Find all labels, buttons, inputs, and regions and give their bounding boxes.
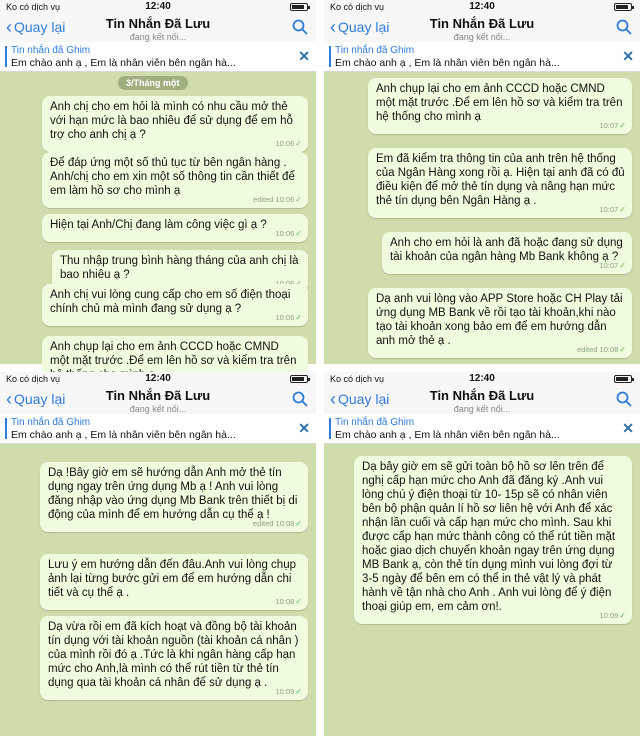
close-icon[interactable]: ✕	[622, 420, 634, 436]
message-time: 10:07✓	[599, 205, 626, 214]
pinned-accent	[329, 418, 331, 439]
search-icon[interactable]	[292, 19, 308, 35]
message-bubble[interactable]	[42, 152, 308, 208]
carrier-label: Ko có dịch vụ	[6, 374, 61, 384]
connection-status: đang kết nối...	[453, 32, 511, 42]
message-time: 10:06✓	[275, 313, 302, 322]
carrier-label: Ko có dịch vụ	[330, 374, 385, 384]
battery-icon	[614, 3, 632, 11]
clock: 12:40	[469, 1, 495, 12]
chevron-left-icon: ‹	[330, 389, 336, 409]
message-text: Anh chị vui lòng cung cấp cho em số điện thoại chính chủ mà mình đang sử dụng ạ ?	[50, 289, 294, 315]
clock: 12:40	[469, 373, 495, 384]
pinned-label: Tin nhắn đã Ghim	[11, 45, 91, 56]
message-time: edited 10:08✓	[253, 519, 302, 528]
chat-header	[324, 386, 640, 414]
back-label: Quay lại	[14, 19, 66, 35]
connection-status: đang kết nối...	[453, 404, 511, 414]
message-text: Dạ bây giờ em sẽ gửi toàn bộ hồ sơ lên trên để nghị cấp hạn mức cho Anh đã đăng ký .Anh vui lòng chú ý điện thoại từ 10- 15p sẽ có nhân viên bên bộ phận quản lí hồ sơ liên hệ với Anh để xác nhận lần cuối và cấp hạn mức cho mình. Sau khi được cấp hạn mức thành công có thể rút tiền mặt hoặc giao dịch chuyển khoản ngay trên ứng dụng MB Bank ạ, còn thẻ tín dụng mình vui lòng đợi từ 3-5 ngày để bên em có thể in thẻ vật lý và phát hành về tận nhà cho Anh . Anh vui lòng để ý điện thoại giúp em, em cảm ơn!.	[362, 461, 619, 613]
message-time: 10:09✓	[599, 611, 626, 620]
title-block	[0, 388, 316, 414]
pinned-message-bar[interactable]	[0, 414, 316, 444]
check-icon: ✓	[295, 139, 302, 148]
message-list	[324, 444, 640, 736]
message-text: Dạ !Bây giờ em sẽ hướng dẫn Anh mở thẻ tín dụng ngay trên ứng dụng Mb ạ ! Anh vui lòng đăng nhập vào ứng dụng Mb Bank trên thiết bị di động của mình để em hướng dẫn cụ thể ạ !	[48, 467, 301, 521]
back-label: Quay lại	[338, 19, 390, 35]
message-text: Hiện tại Anh/Chị đang làm công việc gì ạ ?	[50, 219, 267, 231]
back-label: Quay lại	[14, 391, 66, 407]
chat-screen-1	[0, 0, 316, 367]
title-block	[324, 16, 640, 42]
pinned-message-bar[interactable]	[0, 42, 316, 72]
message-bubble[interactable]	[354, 456, 632, 624]
date-pill: 3/Tháng một	[118, 76, 188, 90]
message-text: Dạ vừa rồi em đã kích hoạt và đồng bộ tài khoản tín dụng với tài khoản nguồn (tài khoản cá nhân ) của mình rồi đó ạ .Tức là khi ngân hàng cấp hạn mức cho Anh,là mình có thể rút tiền từ thẻ tín dụng qua tài khoản cá nhân để sử dụng ạ .	[48, 621, 302, 689]
message-bubble[interactable]	[40, 616, 308, 700]
chat-title: Tin Nhắn Đã Lưu	[429, 16, 535, 31]
close-icon[interactable]: ✕	[622, 48, 634, 64]
status-bar	[324, 372, 640, 386]
check-icon: ✓	[619, 205, 626, 214]
back-label: Quay lại	[338, 391, 390, 407]
message-list	[0, 444, 316, 736]
message-text: Anh chụp lại cho em ảnh CCCD hoặc CMND một mặt trước .Để em lên hồ sơ và kiểm tra trên hệ thống cho mình ạ	[376, 83, 626, 123]
connection-status: đang kết nối...	[129, 32, 187, 42]
message-text: Anh chị cho em hỏi là mình có nhu cầu mở thẻ với hạn mức là bao nhiêu để sử dụng để em hỗ trợ cho anh chị ạ ?	[50, 101, 297, 141]
status-bar	[0, 372, 316, 386]
pinned-message-bar[interactable]	[324, 42, 640, 72]
chevron-left-icon: ‹	[6, 17, 12, 37]
message-text: Thu nhập trung bình hàng tháng của anh chị là bao nhiêu ạ ?	[60, 255, 302, 281]
pinned-text: Em chào anh ạ , Em là nhân viên bên ngân hà...	[335, 57, 560, 69]
title-block	[324, 388, 640, 414]
search-icon[interactable]	[616, 19, 632, 35]
message-time: 10:07✓	[599, 261, 626, 270]
check-icon: ✓	[295, 597, 302, 606]
message-text: Lưu ý em hướng dẫn đến đâu.Anh vui lòng chụp ảnh lại từng bước gửi em để em hướng dẫn chi tiết và cụ thể ạ .	[48, 559, 300, 599]
check-icon: ✓	[295, 229, 302, 238]
message-bubble[interactable]	[42, 284, 308, 326]
pinned-label: Tin nhắn đã Ghim	[335, 45, 415, 56]
chat-screen-4	[324, 372, 640, 736]
clock: 12:40	[145, 373, 171, 384]
message-time: 10:09✓	[275, 687, 302, 696]
message-list	[324, 72, 640, 364]
message-bubble[interactable]	[42, 214, 308, 242]
pinned-text: Em chào anh ạ , Em là nhân viên bên ngân hà...	[335, 429, 560, 441]
check-icon: ✓	[619, 611, 626, 620]
close-icon[interactable]: ✕	[298, 420, 310, 436]
pinned-accent	[5, 418, 7, 439]
check-icon: ✓	[295, 519, 302, 528]
chat-header	[0, 386, 316, 414]
title-block	[0, 16, 316, 42]
search-icon[interactable]	[292, 391, 308, 407]
pinned-label: Tin nhắn đã Ghim	[11, 417, 91, 428]
message-time: 10:08✓	[275, 597, 302, 606]
battery-icon	[290, 3, 308, 11]
message-text: Dạ anh vui lòng vào APP Store hoặc CH Play tải ứng dụng MB Bank về rồi tạo tài khoản,khi nào tạo tài khoản xong bảo em để em hướng dẫn anh mở thẻ ạ .	[376, 293, 626, 347]
message-bubble[interactable]	[368, 148, 632, 218]
status-bar	[324, 0, 640, 14]
chat-title: Tin Nhắn Đã Lưu	[105, 388, 211, 403]
pinned-text: Em chào anh ạ , Em là nhân viên bên ngân hà...	[11, 429, 236, 441]
pinned-accent	[329, 46, 331, 67]
pinned-label: Tin nhắn đã Ghim	[335, 417, 415, 428]
chat-screen-3	[0, 372, 316, 736]
chat-title: Tin Nhắn Đã Lưu	[105, 16, 211, 31]
message-bubble[interactable]	[40, 462, 308, 532]
chat-header	[324, 14, 640, 42]
chat-screen-2	[324, 0, 640, 364]
status-bar	[0, 0, 316, 14]
pinned-text: Em chào anh ạ , Em là nhân viên bên ngân hà...	[11, 57, 236, 69]
message-list	[0, 72, 316, 367]
message-bubble[interactable]	[40, 554, 308, 610]
message-time: edited 10:06✓	[253, 195, 302, 204]
battery-icon	[290, 375, 308, 383]
message-text: Để đáp ứng một số thủ tục từ bên ngân hàng . Anh/chị cho em xin một số thông tin cần thiết để em làm hồ sơ cho mình ạ	[50, 157, 299, 197]
check-icon: ✓	[295, 195, 302, 204]
message-text: Em đã kiểm tra thông tin của anh trên hệ thống của Ngân Hàng xong rồi ạ. Hiện tại anh đã có đủ điều kiện để mở thẻ tín dụng và nâng hạn mức thẻ tín dụng bên Ngân Hàng ạ .	[376, 153, 628, 207]
message-time: 10:06✓	[275, 139, 302, 148]
message-bubble[interactable]	[42, 96, 308, 152]
message-bubble[interactable]	[368, 78, 632, 134]
pinned-message-bar[interactable]	[324, 414, 640, 444]
check-icon: ✓	[619, 261, 626, 270]
message-bubble[interactable]	[382, 232, 632, 274]
check-icon: ✓	[619, 121, 626, 130]
close-icon[interactable]: ✕	[298, 48, 310, 64]
chat-header	[0, 14, 316, 42]
connection-status: đang kết nối...	[129, 404, 187, 414]
battery-icon	[614, 375, 632, 383]
message-text: Anh chụp lại cho em ảnh CCCD hoặc CMND một mặt trước .Để em lên hồ sơ và kiểm tra trên	[50, 341, 297, 367]
check-icon: ✓	[295, 687, 302, 696]
message-text: Anh cho em hỏi là anh đã hoặc đang sử dụng tài khoản của ngân hàng Mb Bank không ạ ?	[390, 237, 626, 263]
clock: 12:40	[145, 1, 171, 12]
carrier-label: Ko có dịch vụ	[6, 2, 61, 12]
pinned-accent	[5, 46, 7, 67]
message-time: edited 10:08✓	[577, 345, 626, 354]
message-bubble[interactable]	[368, 288, 632, 358]
carrier-label: Ko có dịch vụ	[330, 2, 385, 12]
check-icon: ✓	[295, 313, 302, 322]
search-icon[interactable]	[616, 391, 632, 407]
chevron-left-icon: ‹	[6, 389, 12, 409]
message-time: 10:07✓	[599, 121, 626, 130]
check-icon: ✓	[619, 345, 626, 354]
chat-title: Tin Nhắn Đã Lưu	[429, 388, 535, 403]
chevron-left-icon: ‹	[330, 17, 336, 37]
message-time: 10:06✓	[275, 229, 302, 238]
